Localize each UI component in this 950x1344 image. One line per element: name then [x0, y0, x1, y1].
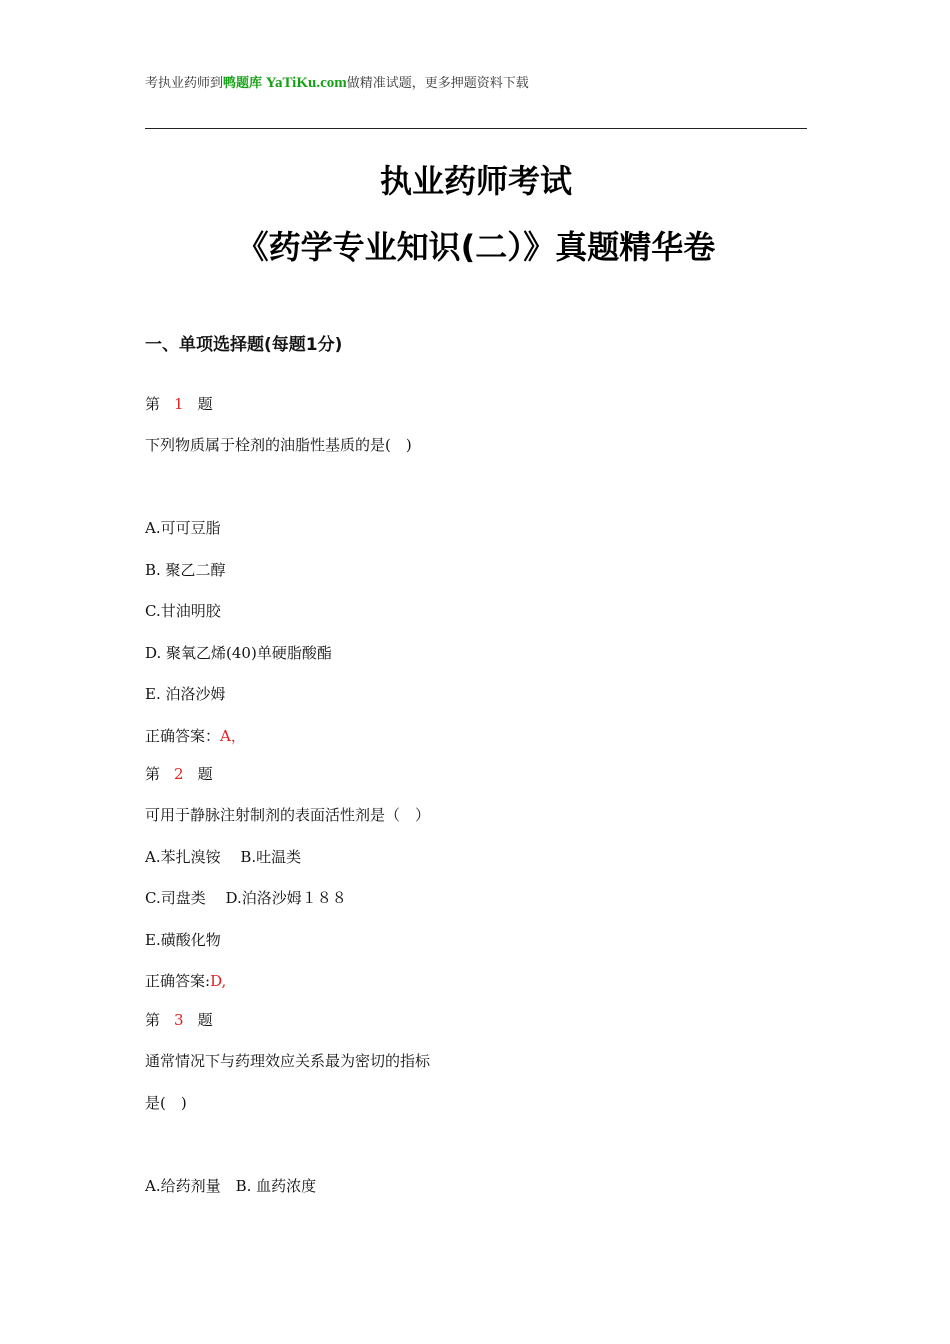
question-1-option-a: A.可可豆脂 — [145, 519, 221, 537]
header-site-link[interactable]: YaTiKu.com — [262, 75, 347, 91]
question-label-pre: 第 — [145, 395, 161, 413]
question-1-stem: 下列物质属于栓剂的油脂性基质的是( ) — [145, 436, 412, 454]
answer-value: A， — [220, 727, 246, 745]
question-2-options-ab: A.苯扎溴铵 B.吐温类 — [145, 848, 302, 866]
question-3-label — [145, 1009, 213, 1030]
question-2-options-cd: C.司盘类 D.泊洛沙姆１８８ — [145, 889, 347, 907]
question-number: 3 — [174, 1011, 184, 1029]
question-3-stem-line2: 是( ) — [145, 1094, 187, 1112]
header-divider — [145, 128, 807, 129]
answer-value: D, — [210, 972, 227, 990]
question-1-label — [145, 393, 213, 414]
question-2-stem: 可用于静脉注射制剂的表面活性剂是（ ） — [145, 806, 431, 824]
question-2-answer — [145, 970, 226, 991]
answer-label: 正确答案： — [145, 727, 221, 745]
question-1-option-d: D. 聚氧乙烯(40)单硬脂酸酯 — [145, 644, 332, 662]
question-label-post: 题 — [197, 395, 213, 413]
question-1-option-e: E. 泊洛沙姆 — [145, 685, 226, 703]
question-label-post: 题 — [197, 1011, 213, 1029]
header-suffix: 做精准试题，更多押题资料下载 — [346, 76, 529, 91]
question-label-pre: 第 — [145, 1011, 161, 1029]
question-1-option-c: C.甘油明胶 — [145, 602, 221, 620]
header-brand: 鸭题库 — [223, 76, 263, 91]
section-heading: 一、单项选择题(每题1分) — [145, 335, 343, 355]
question-1-option-b: B. 聚乙二醇 — [145, 561, 226, 579]
question-3-stem-line1: 通常情况下与药理效应关系最为密切的指标 — [145, 1052, 431, 1070]
answer-label: 正确答案: — [145, 972, 211, 990]
question-2-label — [145, 763, 213, 784]
question-1-answer — [145, 725, 246, 746]
page-header — [145, 72, 529, 92]
question-label-post: 题 — [197, 765, 213, 783]
question-label-pre: 第 — [145, 765, 161, 783]
question-number: 1 — [174, 395, 184, 413]
question-number: 2 — [174, 765, 184, 783]
document-title-line2: 《药学专业知识(二）》真题精华卷 — [236, 228, 716, 266]
question-2-option-e: E.磺酸化物 — [145, 931, 221, 949]
document-title-line1: 执业药师考试 — [379, 162, 572, 200]
question-3-options-ab: A.给药剂量 B. 血药浓度 — [145, 1177, 317, 1195]
header-prefix: 考执业药师到 — [145, 76, 224, 91]
